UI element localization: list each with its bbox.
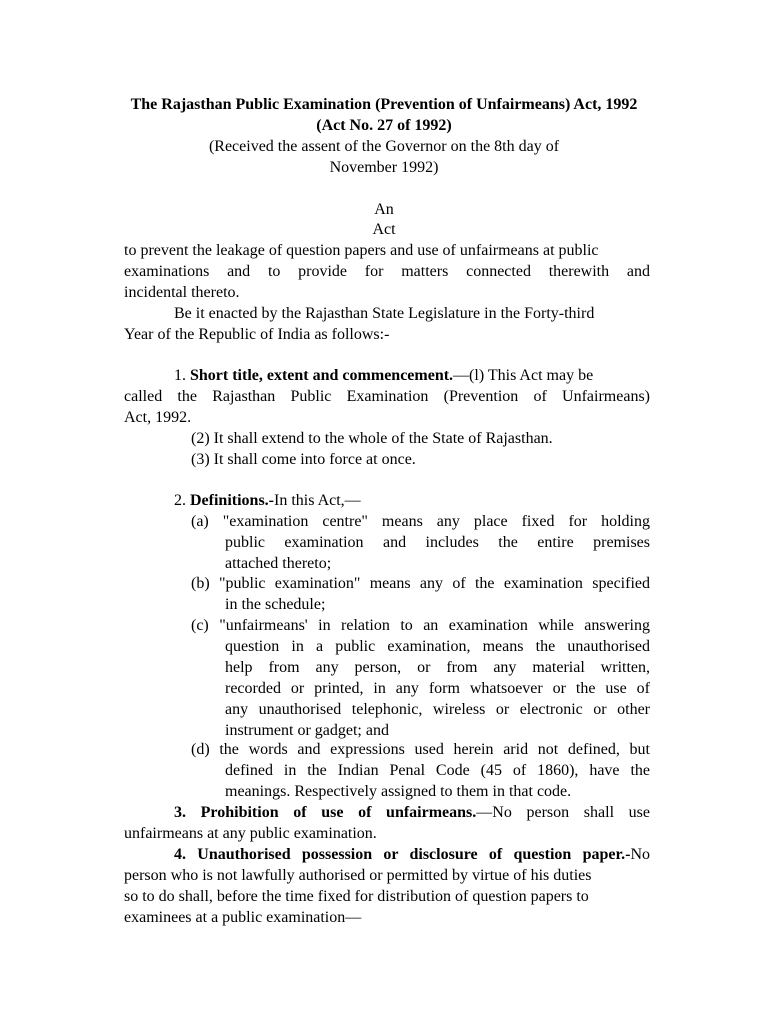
definition-line: (d) the words and expressions used herein arid not defined, but [191,741,650,758]
subsection-3: (3) It shall come into force at once. [191,451,416,468]
act-label: Act [372,221,396,238]
section-4-first-line [124,844,650,865]
section-4-line: examinees at a public examination— [124,909,362,926]
definition-line: (b) "public examination" means any of the examination specified [191,575,650,592]
definition-line: help from any person, or from any material written, [225,659,650,676]
act-title: The Rajasthan Public Examination (Prevention of Unfairmeans) Act, 1992 [130,96,638,113]
definition-line: in the schedule; [225,596,326,613]
section-1-line: Act, 1992. [124,409,192,426]
definition-a [191,511,650,574]
section-text: No [630,846,650,863]
enactment-line: Be it enacted by the Rajasthan State Legislature in the Forty-third [174,305,595,322]
preamble [124,240,650,303]
section-2-first-line [124,490,650,511]
an-label: An [374,201,394,218]
preamble-line: to prevent the leakage of question papers and use of unfairmeans at public [124,242,599,259]
section-text: —(l) This Act may be [453,367,594,384]
assent-line-1: (Received the assent of the Governor on the 8th day of [208,138,560,155]
section-heading: Short title, extent and commencement. [190,367,454,384]
section-1-first-line [124,365,650,386]
section-3-first-line [124,802,650,823]
section-1 [124,365,650,470]
section-3 [124,802,650,844]
section-number: 2. [174,492,190,509]
definition-line: (a) "examination centre" means any place fixed for holding [191,513,650,530]
section-heading: Definitions.- [190,492,274,509]
section-heading: 4. Unauthorised possession or disclosure of question paper.- [174,846,631,863]
definition-line: recorded or printed, in any form whatsoever or the use of [225,680,650,697]
enactment-clause [124,303,650,345]
subsection-2: (2) It shall extend to the whole of the State of Rajasthan. [191,430,553,447]
definition-line: instrument or gadget; and [225,722,389,739]
definition-line: any unauthorised telephonic, wireless or electronic or other [225,701,650,718]
section-text: —No person shall use [476,804,650,821]
preamble-line: incidental thereto. [124,284,240,301]
definition-line: public examination and includes the entire premises [225,534,650,551]
assent-line-2: November 1992) [329,159,439,176]
section-3-line: unfairmeans at any public examination. [124,825,377,842]
definition-line: attached thereto; [225,555,332,572]
section-4-line: so to do shall, before the time fixed for distribution of question papers to [124,888,589,905]
section-2-heading [124,490,650,511]
definition-line: (c) "unfairmeans' in relation to an examination while answering [191,617,650,634]
act-number: (Act No. 27 of 1992) [316,117,452,134]
definition-line: defined in the Indian Penal Code (45 of 1860), have the [225,762,650,779]
preamble-line: examinations and to provide for matters connected therewith and [124,263,650,280]
definition-line: question in a public examination, means the unauthorised [225,638,650,655]
section-text: In this Act,— [274,492,361,509]
section-heading: 3. Prohibition of use of unfairmeans. [174,804,477,821]
section-4-line: person who is not lawfully authorised or permitted by virtue of his duties [124,867,592,884]
definition-c [191,615,650,741]
enactment-line: Year of the Republic of India as follows:- [124,326,390,343]
section-1-line: called the Rajasthan Public Examination (Prevention of Unfairmeans) [124,388,650,405]
definition-line: meanings. Respectively assigned to them in that code. [225,783,572,800]
section-4 [124,844,650,928]
section-number: 1. [174,367,190,384]
definition-b [191,573,650,615]
definition-d [191,739,650,802]
